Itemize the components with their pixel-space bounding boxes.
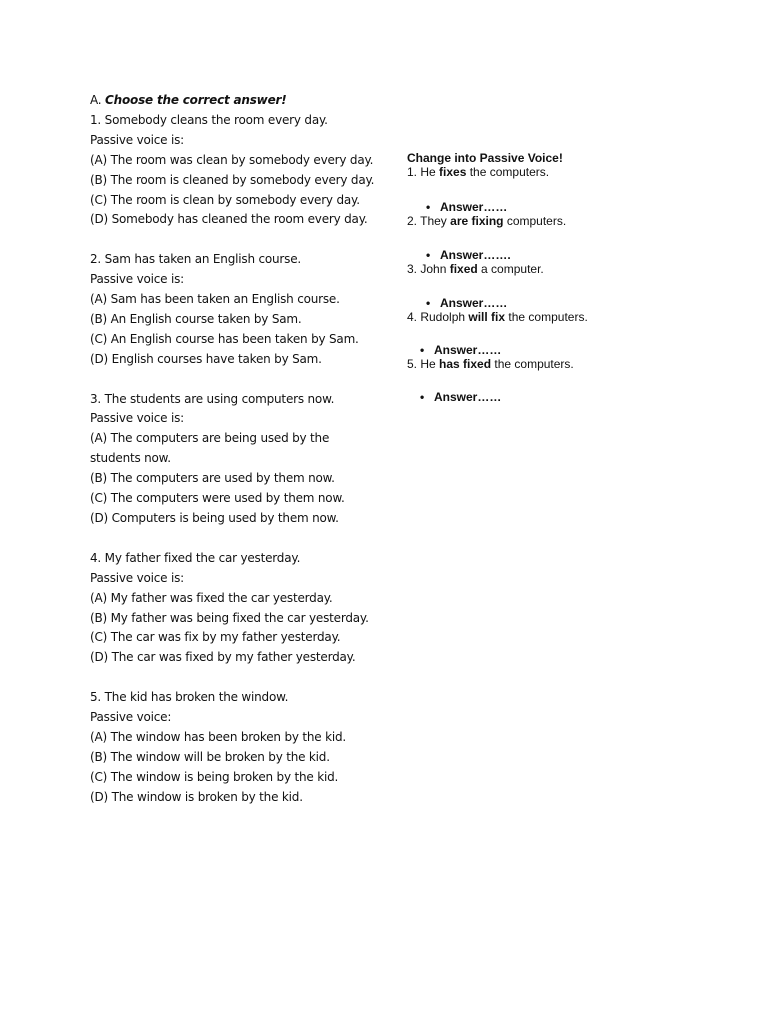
- answer-option: (D) The car was fixed by my father yesterday.: [90, 650, 356, 665]
- answer-option: (B) My father was being fixed the car yesterday.: [90, 610, 369, 625]
- sentence-end: a computer.: [477, 262, 544, 276]
- answer-option: (D) English courses have taken by Sam.: [90, 351, 322, 366]
- answer-option: (A) My father was fixed the car yesterday.: [90, 590, 333, 605]
- sentence-verb: fixes: [439, 165, 467, 179]
- section-letter: A.: [90, 93, 102, 107]
- question-label: Passive voice is:: [90, 132, 184, 147]
- sentence-verb: fixed: [449, 262, 478, 276]
- answer-placeholder: Answer……: [434, 390, 502, 404]
- question-text: 1. Somebody cleans the room every day.: [90, 112, 328, 127]
- answer-bullet: [420, 390, 727, 404]
- question-label: Passive voice is:: [90, 411, 184, 426]
- bullet-icon: •: [426, 248, 431, 262]
- question-block: [90, 250, 380, 369]
- sentence-end: the computers.: [505, 310, 588, 324]
- spacer: [90, 370, 380, 390]
- spacer: [90, 230, 380, 250]
- answer-option: (C) The room is clean by somebody every day.: [90, 192, 360, 207]
- question-label: Passive voice is:: [90, 272, 184, 287]
- answer-option: (C) The car was fix by my father yesterday.: [90, 630, 341, 645]
- answer-option: (A) Sam has been taken an English course.: [90, 292, 340, 307]
- answer-option: (D) Computers is being used by them now.: [90, 511, 339, 525]
- answer-bullet: [426, 200, 727, 214]
- answer-bullet: [426, 248, 727, 262]
- spacer: [90, 668, 380, 688]
- section-a-heading: [90, 91, 380, 111]
- answer-bullet: [420, 343, 727, 357]
- question-label: Passive voice:: [90, 710, 172, 725]
- bullet-icon: •: [420, 343, 425, 357]
- exercise-sentence: [407, 262, 727, 276]
- exercise-sentence: [407, 310, 727, 324]
- sentence-start: 1. He: [407, 165, 440, 179]
- answer-option: (A) The room was clean by somebody every day.: [90, 152, 374, 167]
- answer-placeholder: Answer…….: [440, 248, 511, 262]
- section-instruction: Choose the correct answer!: [105, 93, 287, 107]
- sentence-start: 2. They: [407, 214, 451, 228]
- answer-option: (A) The computers are being used by the students now.: [90, 431, 330, 466]
- answer-option: (B) The window will be broken by the kid.: [90, 749, 330, 764]
- sentence-start: 5. He: [407, 357, 440, 371]
- question-block: [90, 549, 380, 668]
- sentence-end: the computers.: [491, 357, 574, 371]
- answer-option: (D) The window is broken by the kid.: [90, 789, 303, 804]
- question-text: 5. The kid has broken the window.: [90, 690, 289, 705]
- sentence-end: the computers.: [466, 165, 550, 179]
- answer-bullet: [426, 296, 727, 310]
- exercise-title: Change into Passive Voice!: [407, 151, 563, 165]
- sentence-verb: will fix: [468, 310, 506, 324]
- sentence-end: computers.: [503, 214, 567, 228]
- bullet-icon: •: [426, 200, 431, 214]
- sentence-start: 4. Rudolph: [407, 310, 469, 324]
- exercise-sentence: [407, 165, 727, 179]
- question-text: 3. The students are using computers now.: [90, 391, 335, 406]
- answer-option: (A) The window has been broken by the kid.: [90, 729, 346, 744]
- answer-option: (B) The computers are used by them now.: [90, 471, 335, 486]
- exercise-sentence: [407, 214, 727, 228]
- bullet-icon: •: [426, 296, 431, 310]
- question-text: 4. My father fixed the car yesterday.: [90, 550, 301, 565]
- answer-option: (D) Somebody has cleaned the room every day.: [90, 212, 368, 227]
- spacer: [90, 529, 380, 549]
- answer-option: (B) The room is cleaned by somebody every day.: [90, 172, 375, 187]
- multiple-choice-section: [90, 91, 380, 808]
- sentence-verb: has fixed: [439, 357, 492, 371]
- question-block: [90, 390, 380, 529]
- answer-placeholder: Answer……: [440, 200, 508, 214]
- sentence-verb: are fixing: [450, 214, 504, 228]
- question-label: Passive voice is:: [90, 570, 184, 585]
- bullet-icon: •: [420, 390, 425, 404]
- question-text: 2. Sam has taken an English course.: [90, 252, 301, 267]
- answer-placeholder: Answer……: [440, 296, 508, 310]
- passive-voice-exercise: [407, 151, 727, 404]
- question-block: [90, 111, 380, 230]
- answer-option: (C) An English course has been taken by Sam.: [90, 331, 359, 346]
- sentence-start: 3. John: [407, 262, 450, 276]
- question-block: [90, 688, 380, 807]
- answer-placeholder: Answer……: [434, 343, 502, 357]
- answer-option: (C) The computers were used by them now.: [90, 491, 345, 506]
- answer-option: (C) The window is being broken by the kid.: [90, 769, 339, 784]
- answer-option: (B) An English course taken by Sam.: [90, 311, 302, 326]
- exercise-sentence: [407, 357, 727, 371]
